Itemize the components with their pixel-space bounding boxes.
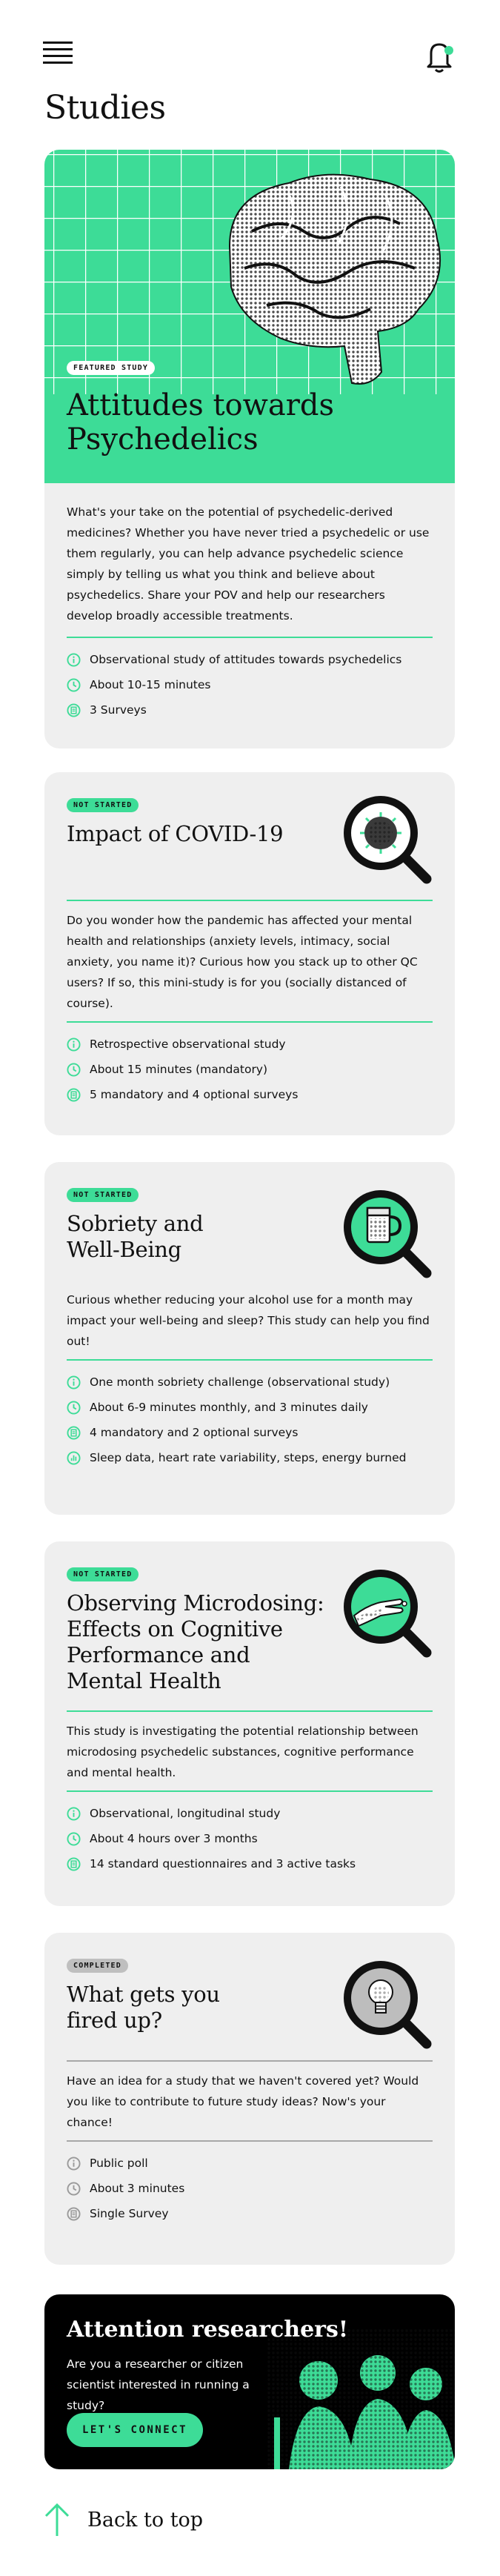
featured-hero — [44, 150, 455, 483]
researchers-illustration — [267, 2328, 455, 2469]
featured-description: What's your take on the potential of psychedelic-derived medicines? Whether you have never tried a psychedelic or use them regularly, you can help advance psychedelic science simply by telling us what you think and believe about psychedelics. Share your POV and help our researchers develop broadly accessible treatments. — [67, 505, 430, 623]
meta-item: Observational, longitudinal study — [67, 1801, 433, 1826]
meta-item: 4 mandatory and 2 optional surveys — [67, 1420, 433, 1445]
meta-item: Sleep data, heart rate variability, steps, energy burned — [67, 1445, 433, 1470]
divider — [67, 637, 433, 638]
back-to-top-link[interactable] — [43, 2497, 203, 2542]
activity-icon — [67, 1451, 81, 1465]
divider — [67, 2060, 433, 2062]
divider — [67, 2140, 433, 2142]
survey-icon — [67, 1857, 81, 1871]
divider — [67, 1021, 433, 1023]
meta-item: 3 Surveys — [67, 697, 433, 723]
divider — [67, 900, 433, 901]
study-description: Have an idea for a study that we haven't covered yet? Would you like to contribute to future study ideas? Now's your chance! — [67, 2074, 419, 2129]
divider — [67, 1790, 433, 1792]
meta-item: Public poll — [67, 2151, 433, 2176]
page-title: Studies — [44, 89, 166, 127]
lets-connect-button[interactable]: LET'S CONNECT — [67, 2413, 203, 2447]
status-badge: NOT STARTED — [67, 798, 139, 812]
meta-item: Retrospective observational study — [67, 1032, 433, 1057]
info-icon — [67, 2157, 81, 2171]
bell-icon[interactable] — [422, 39, 456, 74]
beer-mug-lens-icon — [338, 1184, 433, 1279]
study-description: This study is investigating the potential relationship between microdosing psychedelic substances, cognitive performance and mental health. — [67, 1724, 419, 1779]
study-title: What gets you fired up? — [67, 1982, 220, 2033]
notification-dot — [444, 46, 453, 55]
study-card-microdosing[interactable] — [44, 1541, 455, 1906]
microdose-hand-lens-icon — [338, 1564, 433, 1659]
clock-icon — [67, 2182, 81, 2196]
survey-icon — [67, 2207, 81, 2221]
researcher-cta-card — [44, 2294, 455, 2469]
meta-item: One month sobriety challenge (observational study) — [67, 1370, 433, 1395]
lightbulb-lens-icon — [338, 1955, 433, 2050]
meta-item: About 10-15 minutes — [67, 672, 433, 697]
arrow-up-icon — [43, 2502, 71, 2537]
featured-title: Attitudes towards Psychedelics — [67, 388, 334, 457]
survey-icon — [67, 1088, 81, 1102]
study-description: Curious whether reducing your alcohol use for a month may impact your well-being and sleep? This study can help you find out! — [67, 1293, 430, 1348]
meta-item: About 3 minutes — [67, 2176, 433, 2201]
status-badge: NOT STARTED — [67, 1567, 139, 1581]
info-icon — [67, 653, 81, 667]
clock-icon — [67, 1063, 81, 1077]
clock-icon — [67, 678, 81, 692]
status-badge: FEATURED STUDY — [67, 361, 155, 375]
divider — [67, 1710, 433, 1712]
cta-title: Attention researchers! — [67, 2317, 349, 2343]
study-card-fired-up[interactable] — [44, 1933, 455, 2265]
back-to-top-label: Back to top — [87, 2508, 204, 2532]
meta-item: About 6-9 minutes monthly, and 3 minutes daily — [67, 1395, 433, 1420]
info-icon — [67, 1375, 81, 1390]
survey-icon — [67, 703, 81, 717]
clock-icon — [67, 1832, 81, 1846]
hamburger-menu-icon[interactable] — [43, 42, 73, 65]
meta-item: About 15 minutes (mandatory) — [67, 1057, 433, 1082]
study-title: Sobriety and Well-Being — [67, 1211, 204, 1262]
top-bar — [0, 0, 500, 89]
study-card-sobriety[interactable] — [44, 1162, 455, 1515]
survey-icon — [67, 1426, 81, 1440]
meta-item: 14 standard questionnaires and 3 active tasks — [67, 1851, 433, 1876]
study-card-covid[interactable] — [44, 772, 455, 1135]
cta-text: Are you a researcher or citizen scientist interested in running a study? — [67, 2357, 250, 2412]
covid-virus-lens-icon — [338, 790, 433, 885]
meta-item: 5 mandatory and 4 optional surveys — [67, 1082, 433, 1107]
divider — [67, 1359, 433, 1361]
study-description: Do you wonder how the pandemic has affected your mental health and relationships (anxiety levels, intimacy, social anxiety, you name it)? Curious how you stack up to other QC users? If so, this mini-study is for you (socially distanced of course). — [67, 914, 418, 1010]
info-icon — [67, 1807, 81, 1821]
clock-icon — [67, 1401, 81, 1415]
study-title: Observing Microdosing: Effects on Cognitive Performance and Mental Health — [67, 1590, 324, 1693]
status-badge: NOT STARTED — [67, 1188, 139, 1202]
info-icon — [67, 1038, 81, 1052]
meta-item: About 4 hours over 3 months — [67, 1826, 433, 1851]
featured-study-card[interactable] — [44, 150, 455, 748]
meta-item: Observational study of attitudes towards psychedelics — [67, 647, 433, 672]
meta-item: Single Survey — [67, 2201, 433, 2226]
status-badge: COMPLETED — [67, 1959, 128, 1973]
study-title: Impact of COVID-19 — [67, 821, 284, 846]
